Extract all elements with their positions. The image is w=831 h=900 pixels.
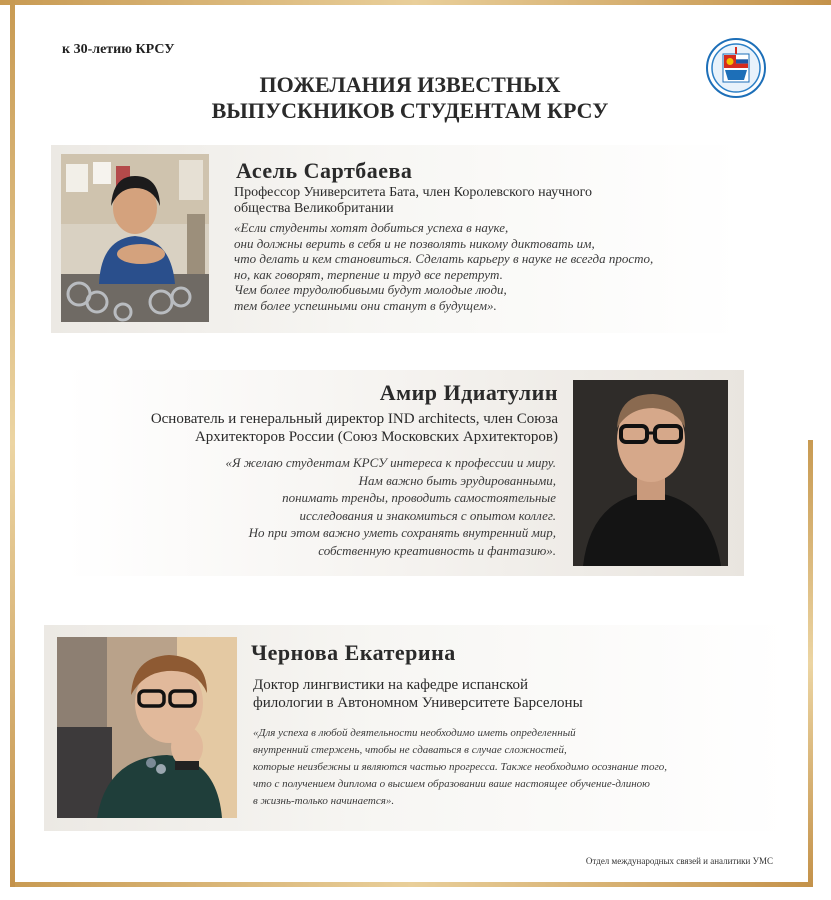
- frame-bottom-line: [10, 882, 813, 887]
- graduate-position-2: [70, 410, 558, 446]
- quote-line: исследования и знакомиться с опытом коллег.: [299, 507, 556, 523]
- quote-line: «Для успеха в любой деятельности необходимо иметь определенный: [253, 727, 576, 739]
- quote-line: Нам важно быть эрудированными,: [358, 472, 556, 488]
- quote-line: понимать тренды, проводить самостоятельные: [282, 490, 556, 505]
- frame-left-line: [10, 0, 15, 887]
- quote-line: в жизнь-только начинается».: [253, 795, 395, 807]
- graduate-position-3: [253, 676, 733, 712]
- portrait-photo-2: [573, 380, 728, 566]
- anniversary-label: к 30-летию КРСУ: [62, 42, 175, 57]
- quote-line: внутренний стержень, чтобы не сдаваться в случае сложностей,: [253, 744, 567, 756]
- graduate-name-2: Амир Идиатулин: [379, 380, 558, 405]
- graduate-quote-3: [253, 725, 773, 810]
- quote-line: которые неизбежны и являются частью прогресса. Также необходимо осознание того,: [253, 761, 668, 773]
- quote-line: что с получением диплома о высшем образовании ваше настоящее обучение-длиною: [253, 778, 650, 790]
- position-line: филологии в Автономном Университете Барселоны: [253, 695, 583, 711]
- position-line: Доктор лингвистики на кафедре испанской: [253, 677, 529, 693]
- graduate-quote-1: [234, 220, 724, 313]
- portrait-photo-3: [57, 637, 237, 818]
- quote-line: Чем более трудолюбивыми будут молодые люди,: [234, 282, 507, 297]
- quote-line: что делать и кем становиться. Сделать карьеру в науке не всегда просто,: [234, 251, 654, 266]
- graduate-quote-2: [80, 454, 556, 559]
- position-line: Основатель и генеральный директор IND architects, член Союза: [150, 411, 558, 427]
- position-line: общества Великобритании: [234, 201, 394, 216]
- title-line-2: ВЫПУСКНИКОВ СТУДЕНТАМ КРСУ: [211, 98, 609, 123]
- quote-line: «Если студенты хотят добиться успеха в науке,: [234, 220, 509, 235]
- university-emblem-icon: [706, 38, 766, 98]
- position-line: Архитекторов России (Союз Московских Архитекторов): [194, 429, 558, 445]
- department-footer: Отдел международных связей и аналитики УМС: [585, 856, 773, 866]
- quote-line: тем более успешными они станут в будущем».: [234, 297, 497, 313]
- title-line-1: ПОЖЕЛАНИЯ ИЗВЕСТНЫХ: [259, 72, 561, 97]
- frame-top-line: [0, 0, 831, 5]
- quote-line: но, как говорят, терпение и труд все перетрут.: [234, 266, 503, 282]
- quote-line: Но при этом важно уметь сохранять внутренний мир,: [248, 525, 556, 540]
- page-title: [150, 72, 670, 124]
- frame-right-line: [808, 440, 813, 887]
- graduate-name-1: Асель Сартбаева: [236, 158, 413, 183]
- graduate-name-3: Чернова Екатерина: [251, 640, 456, 665]
- quote-line: они должны верить в себя и не позволять никому диктовать им,: [234, 235, 595, 251]
- quote-line: «Я желаю студентам КРСУ интереса к профессии и миру.: [225, 455, 556, 470]
- position-line: Профессор Университета Бата, член Королевского научного: [234, 185, 593, 200]
- quote-line: собственную креативность и фантазию».: [318, 542, 556, 558]
- portrait-photo-1: [61, 154, 209, 322]
- graduate-position-1: [234, 185, 714, 217]
